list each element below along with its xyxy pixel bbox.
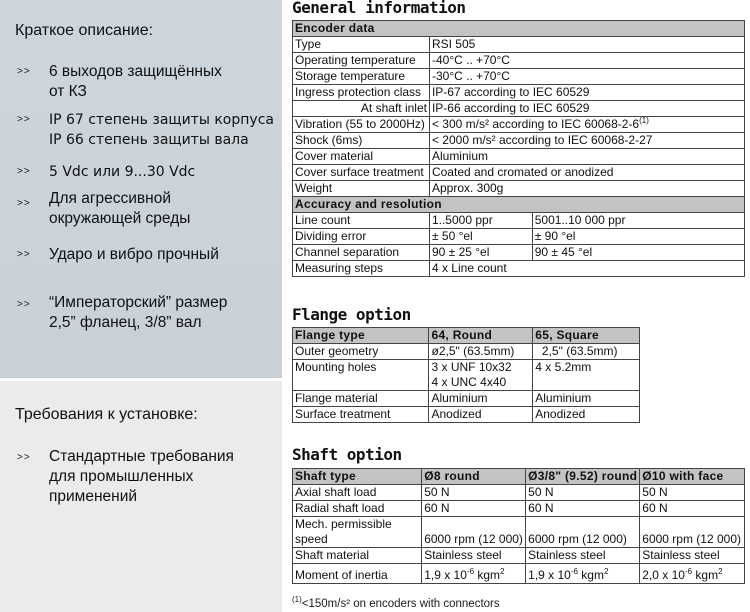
row-value: Stainless steel [640, 548, 745, 564]
row-label: Cover material [293, 149, 430, 165]
footnote-mark: (1) [292, 595, 302, 604]
row-value: 50 N [526, 485, 640, 501]
row-value: Aluminium [533, 391, 640, 407]
row-label: Vibration (55 to 2000Hz) [293, 117, 430, 133]
row-value: 50 N [422, 485, 526, 501]
shaft-option-title: Shaft option [292, 445, 402, 464]
table-row [293, 360, 640, 391]
table-row [293, 117, 745, 133]
row-label: Axial shaft load [293, 485, 422, 501]
table-header-row [293, 197, 745, 213]
table-row [293, 85, 745, 101]
row-value: 4 x 5.2mm [533, 360, 640, 391]
row-value: 2,5" (63.5mm) [533, 344, 640, 360]
shaft-table [292, 468, 745, 584]
table-row [293, 181, 745, 197]
table-row [293, 133, 745, 149]
bullet-item [49, 189, 190, 229]
row-value [429, 360, 533, 391]
header-cell: 65, Square [533, 328, 640, 344]
encoder-data-table [292, 20, 745, 277]
row-value: 50 N [640, 485, 745, 501]
bullet-line: 6 выходов защищённых [49, 63, 222, 80]
row-value: < 2000 m/s² according to IEC 60068-2-27 [429, 133, 744, 149]
row-label: Line count [293, 213, 430, 229]
row-value: 6000 rpm (12 000) [422, 517, 526, 548]
row-value: Aluminium [429, 391, 533, 407]
row-label: Mounting holes [293, 360, 429, 391]
row-value: Stainless steel [422, 548, 526, 564]
row-value: 90 ± 25 °el [429, 245, 532, 261]
row-value: 90 ± 45 °el [532, 245, 744, 261]
inertia-exp: -6 [684, 567, 693, 576]
table-row [293, 391, 640, 407]
bullet-line: для промышленных [49, 468, 194, 485]
row-label: Storage temperature [293, 69, 430, 85]
bullet-marker: >> [17, 299, 31, 310]
row-value: ± 50 °el [429, 229, 532, 245]
bullet-marker: >> [17, 452, 31, 463]
inertia-base: 1,9 x 10 [424, 568, 467, 582]
bullet-item [49, 245, 219, 265]
bullet-marker: >> [17, 66, 31, 77]
inertia-unit: kgm [474, 568, 501, 582]
footnote-ref: (1) [639, 116, 649, 125]
accuracy-header: Accuracy and resolution [293, 197, 745, 213]
inertia-base: 2,0 x 10 [642, 568, 685, 582]
row-label: Channel separation [293, 245, 430, 261]
inertia-unit-exp: 2 [718, 567, 723, 576]
row-value-line: 4 x UNC 4x40 [431, 375, 507, 389]
row-value [526, 564, 640, 584]
header-cell: Ø10 with face [640, 469, 745, 485]
table-row [293, 53, 745, 69]
row-label: Shock (6ms) [293, 133, 430, 149]
bullet-item [49, 110, 274, 150]
bullet-line: Для агрессивной [49, 190, 171, 207]
table-row [293, 548, 745, 564]
row-label: Type [293, 37, 430, 53]
bullet-item [49, 162, 195, 182]
row-value: -40°C .. +70°C [429, 53, 744, 69]
bullet-line: IP 67 степень защиты корпуса [49, 112, 274, 128]
row-value: 5001..10 000 ppr [532, 213, 744, 229]
vibration-value: < 300 m/s² according to IEC 60068-2-6 [431, 117, 640, 131]
inertia-unit-exp: 2 [603, 567, 609, 576]
row-label: Flange material [293, 391, 429, 407]
table-row [293, 407, 640, 423]
footnote [292, 595, 500, 610]
row-value: Anodized [533, 407, 640, 423]
bullet-line: Ударо и вибро прочный [49, 246, 219, 263]
table-row [293, 517, 745, 548]
general-info-title: General information [292, 0, 466, 17]
row-value: Aluminium [429, 149, 744, 165]
table-row [293, 37, 745, 53]
row-value: ± 90 °el [532, 229, 744, 245]
row-label: Outer geometry [293, 344, 429, 360]
bullet-marker: >> [17, 249, 31, 260]
row-label: Dividing error [293, 229, 430, 245]
table-row [293, 101, 745, 117]
bullet-line: 2,5” фланец, 3/8” вал [49, 314, 202, 331]
row-label-line: Mech. permissible [295, 517, 392, 531]
table-row [293, 165, 745, 181]
table-row [293, 564, 745, 584]
row-value: IP-66 according to IEC 60529 [429, 101, 744, 117]
table-row [293, 501, 745, 517]
row-value: Stainless steel [526, 548, 640, 564]
bullet-line: применений [49, 488, 138, 505]
bullet-line: от КЗ [49, 83, 87, 100]
bullet-line: 5 Vdc или 9...30 Vdc [49, 164, 196, 180]
row-value [422, 564, 526, 584]
row-label [293, 517, 422, 548]
header-cell: 64, Round [429, 328, 533, 344]
table-row [293, 485, 745, 501]
bullet-line: окружающей среды [49, 210, 191, 227]
table-header-row [293, 21, 745, 37]
row-label: Operating temperature [293, 53, 430, 69]
row-value: 1..5000 ppr [429, 213, 532, 229]
table-header-row [293, 328, 640, 344]
row-label: Weight [293, 181, 430, 197]
inertia-exp: -6 [570, 567, 578, 576]
row-value: IP-67 according to IEC 60529 [429, 85, 744, 101]
table-header-row [293, 469, 745, 485]
bullet-line: Стандартные требования [49, 448, 234, 465]
row-label: Measuring steps [293, 261, 430, 277]
header-cell: Ø8 round [422, 469, 526, 485]
footnote-text: <150m/s² on encoders with connectors [301, 598, 500, 610]
table-row [293, 245, 745, 261]
row-label: Shaft material [293, 548, 422, 564]
bullet-marker: >> [17, 114, 31, 125]
row-label-line: speed [295, 532, 328, 546]
row-label: Cover surface treatment [293, 165, 430, 181]
row-value: 60 N [422, 501, 526, 517]
table-row [293, 229, 745, 245]
inertia-unit: kgm [692, 568, 719, 582]
install-heading: Требования к установке: [15, 406, 198, 423]
row-value-line: 3 x UNF 10x32 [431, 360, 512, 374]
inertia-unit: kgm [577, 568, 604, 582]
encoder-data-header: Encoder data [293, 21, 745, 37]
bullet-item [49, 62, 222, 102]
table-row [293, 344, 640, 360]
row-label: At shaft inlet [293, 101, 430, 117]
table-row [293, 69, 745, 85]
header-cell: Ø3/8" (9.52) round [526, 469, 640, 485]
row-label: Moment of inertia [293, 564, 422, 584]
row-value: ø2,5" (63.5mm) [429, 344, 533, 360]
row-value: 4 x Line count [429, 261, 744, 277]
inertia-base: 1,9 x 10 [528, 568, 571, 582]
bullet-item [49, 447, 234, 507]
flange-option-title: Flange option [292, 305, 411, 324]
bullet-line: “Императорский” размер [49, 294, 228, 311]
row-label: Ingress protection class [293, 85, 430, 101]
row-value: Coated and cromated or anodized [429, 165, 744, 181]
inertia-unit-exp: 2 [500, 567, 505, 576]
row-value: 60 N [526, 501, 640, 517]
bullet-item [49, 293, 227, 333]
inertia-exp: -6 [466, 567, 475, 576]
row-label: Surface treatment [293, 407, 429, 423]
row-value [429, 117, 744, 133]
row-value: Anodized [429, 407, 533, 423]
row-value: RSI 505 [429, 37, 744, 53]
header-cell: Flange type [293, 328, 429, 344]
row-label: Radial shaft load [293, 501, 422, 517]
summary-heading: Краткое описание: [15, 22, 154, 39]
row-value [640, 564, 745, 584]
row-value: -30°C .. +70°C [429, 69, 744, 85]
bullet-line: IP 66 степень защиты вала [49, 132, 249, 148]
row-value: 60 N [640, 501, 745, 517]
table-row [293, 213, 745, 229]
row-value: 6000 rpm (12 000) [640, 517, 745, 548]
header-cell: Shaft type [293, 469, 422, 485]
row-value: 6000 rpm (12 000) [526, 517, 640, 548]
bullet-marker: >> [17, 166, 31, 177]
table-row [293, 261, 745, 277]
row-value: Approx. 300g [429, 181, 744, 197]
flange-table [292, 327, 640, 423]
bullet-marker: >> [17, 198, 31, 209]
table-row [293, 149, 745, 165]
